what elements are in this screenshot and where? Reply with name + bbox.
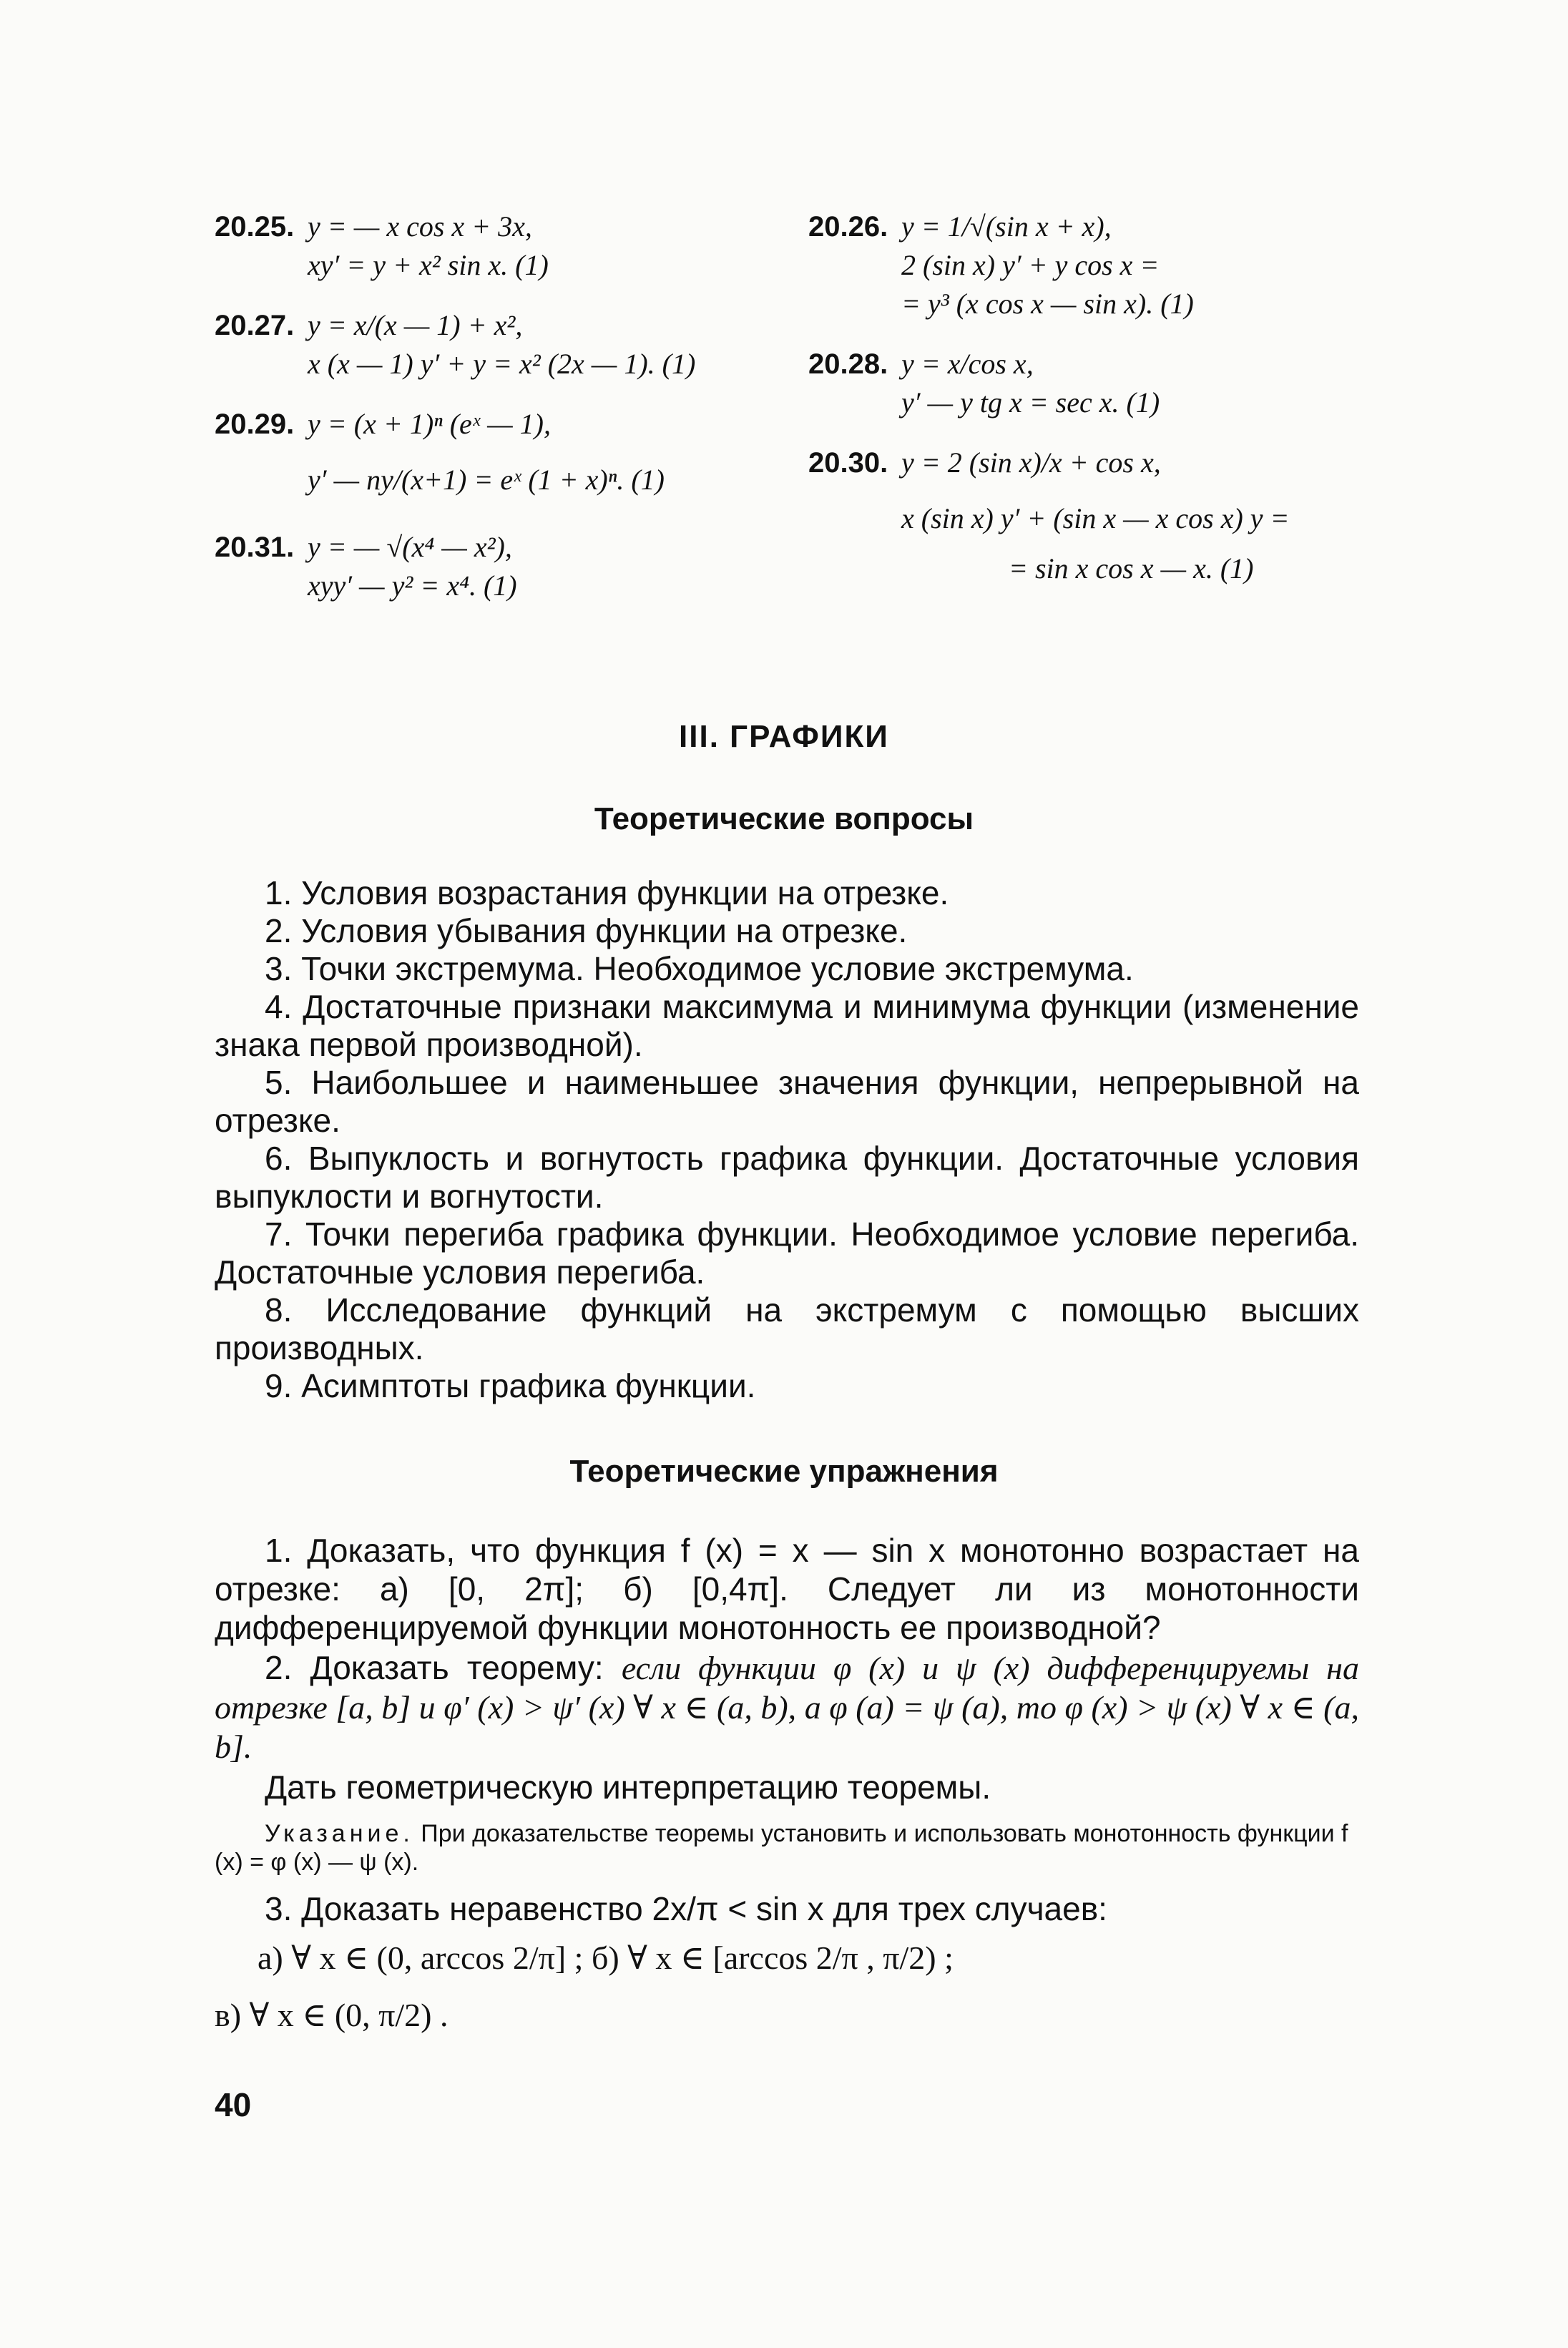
hint-label: Указание. [265,1820,414,1847]
problems-right-column [808,207,1381,610]
problem-20-28 [808,345,1381,422]
problem-number: 20.25. [215,211,295,243]
exercise-3-cases-ab: а) ∀ x ∈ (0, arccos 2/π] ; б) ∀ x ∈ [arccos 2/π , π/2) ; [258,1939,954,1976]
problem-number: 20.30. [808,447,888,479]
hint-text: При доказательстве теоремы установить и использовать монотонность функции f (x) = φ (x) — ψ (x). [215,1820,1348,1876]
theory-exercises [215,1531,1359,2044]
problem-line: = y³ (x cos x — sin x). (1) [901,288,1194,320]
list-item: 1. Условия возрастания функции на отрезке. [265,874,949,911]
problem-number: 20.26. [808,211,888,243]
exercise-2-prefix: 2. Доказать теорему: [265,1649,622,1686]
list-item: 3. Точки экстремума. Необходимое условие экстремума. [265,950,1134,987]
problem-20-29 [215,405,787,499]
problem-line: y = x/(x — 1) + x², [308,309,523,341]
list-item: 8. Исследование функций на экстремум с помощью высших производных. [215,1291,1359,1366]
exercise-1: 1. Доказать, что функция f (x) = x — sin x монотонно возрастает на отрезке: а) [0, 2π]; б) [0,4π]. Следует ли из монотонности дифференцируемой функции монотонность ее производной? [215,1532,1359,1646]
problem-line: x (x — 1) y′ + y = x² (2x — 1). (1) [308,348,696,380]
theory-questions-list [215,874,1359,1405]
problem-line: y = (x + 1)ⁿ (eˣ — 1), [308,408,551,440]
problem-20-25 [215,207,787,285]
problem-number: 20.31. [215,532,295,563]
exercise-3: 3. Доказать неравенство 2x/π < sin x для трех случаев: [265,1890,1107,1927]
problem-line: y = 1/√(sin x + x), [901,210,1112,243]
questions-heading: Теоретические вопросы [594,801,974,836]
problem-20-30 [808,444,1381,588]
problem-line: y′ — ny/(x+1) = eˣ (1 + x)ⁿ. (1) [308,464,665,496]
list-item: 4. Достаточные признаки максимума и минимума функции (изменение знака первой производной). [215,988,1359,1063]
chapter-title: III. ГРАФИКИ [679,719,889,754]
problem-20-27 [215,306,787,383]
problem-line: xy′ = y + x² sin x. (1) [308,249,549,281]
exercise-3-case-c: в) ∀ x ∈ (0, π/2) . [215,1997,449,2033]
problem-line: y = — √(x⁴ — x²), [308,531,512,563]
problem-number: 20.28. [808,348,888,380]
hint [215,1819,1359,1877]
list-item: 2. Условия убывания функции на отрезке. [265,912,908,949]
problem-number: 20.27. [215,310,295,341]
problem-line: 2 (sin x) y′ + y cos x = [901,249,1160,281]
problem-line: y′ — y tg x = sec x. (1) [901,386,1160,419]
problem-line: y = x/cos x, [901,348,1034,380]
problem-line: = sin x cos x — x. (1) [1009,552,1254,584]
list-item: 9. Асимптоты графика функции. [265,1367,756,1404]
page-number: 40 [215,2086,252,2123]
exercise-2 [215,1648,1359,1766]
problem-line: y = — x cos x + 3x, [308,210,532,243]
problem-number: 20.29. [215,409,295,440]
problem-line: x (sin x) y′ + (sin x — x cos x) y = [901,502,1290,534]
exercises-heading: Теоретические упражнения [569,1454,999,1489]
problem-20-26 [808,207,1381,323]
problems-left-column [215,207,787,627]
problem-20-31 [215,528,787,605]
list-item: 6. Выпуклость и вогнутость графика функции. Достаточные условия выпуклости и вогнутости. [215,1140,1359,1215]
problem-line: y = 2 (sin x)/x + cos x, [901,446,1161,479]
list-item: 5. Наибольшее и наименьшее значения функции, непрерывной на отрезке. [215,1064,1359,1139]
exercise-2-followup: Дать геометрическую интерпретацию теоремы. [265,1769,991,1806]
exercise-2-theorem: если функции φ (x) и ψ (x) дифференцируемы на отрезке [a, b] и φ′ (x) > ψ′ (x) ∀ x ∈ (a, b), а φ (a) = ψ (a), то φ (x) > ψ (x) ∀ x ∈ (a, b]. [215,1650,1359,1765]
problem-line: xyy′ — y² = x⁴. (1) [308,569,517,602]
list-item: 7. Точки перегиба графика функции. Необходимое условие перегиба. Достаточные условия перегиба. [215,1215,1359,1291]
